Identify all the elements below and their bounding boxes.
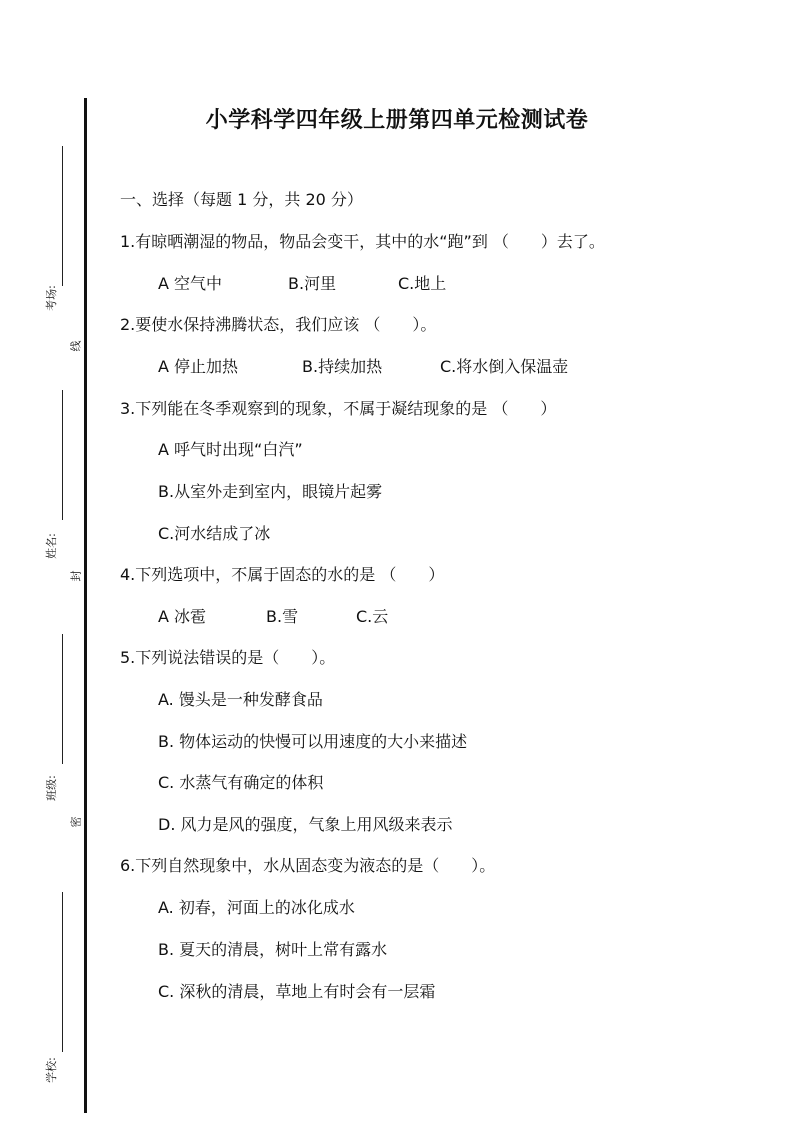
question-5-option-d: D. 风力是风的强度，气象上用风级来表示 bbox=[158, 815, 453, 834]
option-b: B.河里 bbox=[288, 274, 337, 293]
exam-room-label: 考场: bbox=[44, 285, 58, 311]
class-label: 班级: bbox=[44, 775, 58, 801]
option-c: C.地上 bbox=[398, 274, 447, 293]
seal-char-line: 线 bbox=[69, 340, 83, 352]
option-c: C.将水倒入保温壶 bbox=[440, 357, 569, 376]
option-c: C.云 bbox=[356, 607, 389, 626]
question-3-option-a: A 呼气时出现“白汽” bbox=[158, 440, 303, 459]
section-heading: 一、选择（每题 1 分，共 20 分） bbox=[120, 190, 363, 209]
question-2: 2.要使水保持沸腾状态，我们应该 （ ）。 bbox=[120, 315, 437, 334]
question-1-options bbox=[158, 274, 446, 294]
seal-char-seal: 封 bbox=[69, 570, 83, 582]
exam-room-rule bbox=[62, 146, 63, 286]
option-b: B.持续加热 bbox=[302, 357, 383, 376]
question-6-option-a: A. 初春，河面上的冰化成水 bbox=[158, 898, 355, 917]
question-6-option-c: C. 深秋的清晨，草地上有时会有一层霜 bbox=[158, 982, 436, 1001]
question-6: 6.下列自然现象中，水从固态变为液态的是（ ）。 bbox=[120, 856, 496, 875]
seal-char-secret: 密 bbox=[69, 816, 83, 828]
class-rule bbox=[62, 634, 63, 764]
option-a: A 停止加热 bbox=[158, 357, 239, 376]
page-title: 小学科学四年级上册第四单元检测试卷 bbox=[205, 107, 589, 133]
option-b: B.雪 bbox=[266, 607, 299, 626]
question-3-option-b: B.从室外走到室内，眼镜片起雾 bbox=[158, 482, 383, 501]
question-6-option-b: B. 夏天的清晨，树叶上常有露水 bbox=[158, 940, 388, 959]
question-5-option-c: C. 水蒸气有确定的体积 bbox=[158, 773, 324, 792]
question-3-option-c: C.河水结成了冰 bbox=[158, 524, 271, 543]
option-a: A 冰雹 bbox=[158, 607, 207, 626]
question-4: 4.下列选项中，不属于固态的水的是 （ ） bbox=[120, 565, 445, 584]
question-4-options bbox=[158, 607, 388, 627]
name-rule bbox=[62, 390, 63, 520]
binding-line bbox=[84, 98, 87, 1113]
school-label: 学校: bbox=[44, 1057, 58, 1083]
option-a: A 空气中 bbox=[158, 274, 223, 293]
question-5: 5.下列说法错误的是（ ）。 bbox=[120, 648, 336, 667]
name-label: 姓名: bbox=[44, 533, 58, 559]
question-2-options bbox=[158, 357, 568, 377]
question-5-option-b: B. 物体运动的快慢可以用速度的大小来描述 bbox=[158, 732, 468, 751]
question-3: 3.下列能在冬季观察到的现象，不属于凝结现象的是 （ ） bbox=[120, 399, 557, 418]
question-1: 1.有晾晒潮湿的物品，物品会变干，其中的水“跑”到 （ ）去了。 bbox=[120, 232, 605, 251]
question-5-option-a: A. 馒头是一种发酵食品 bbox=[158, 690, 323, 709]
school-rule bbox=[62, 892, 63, 1052]
